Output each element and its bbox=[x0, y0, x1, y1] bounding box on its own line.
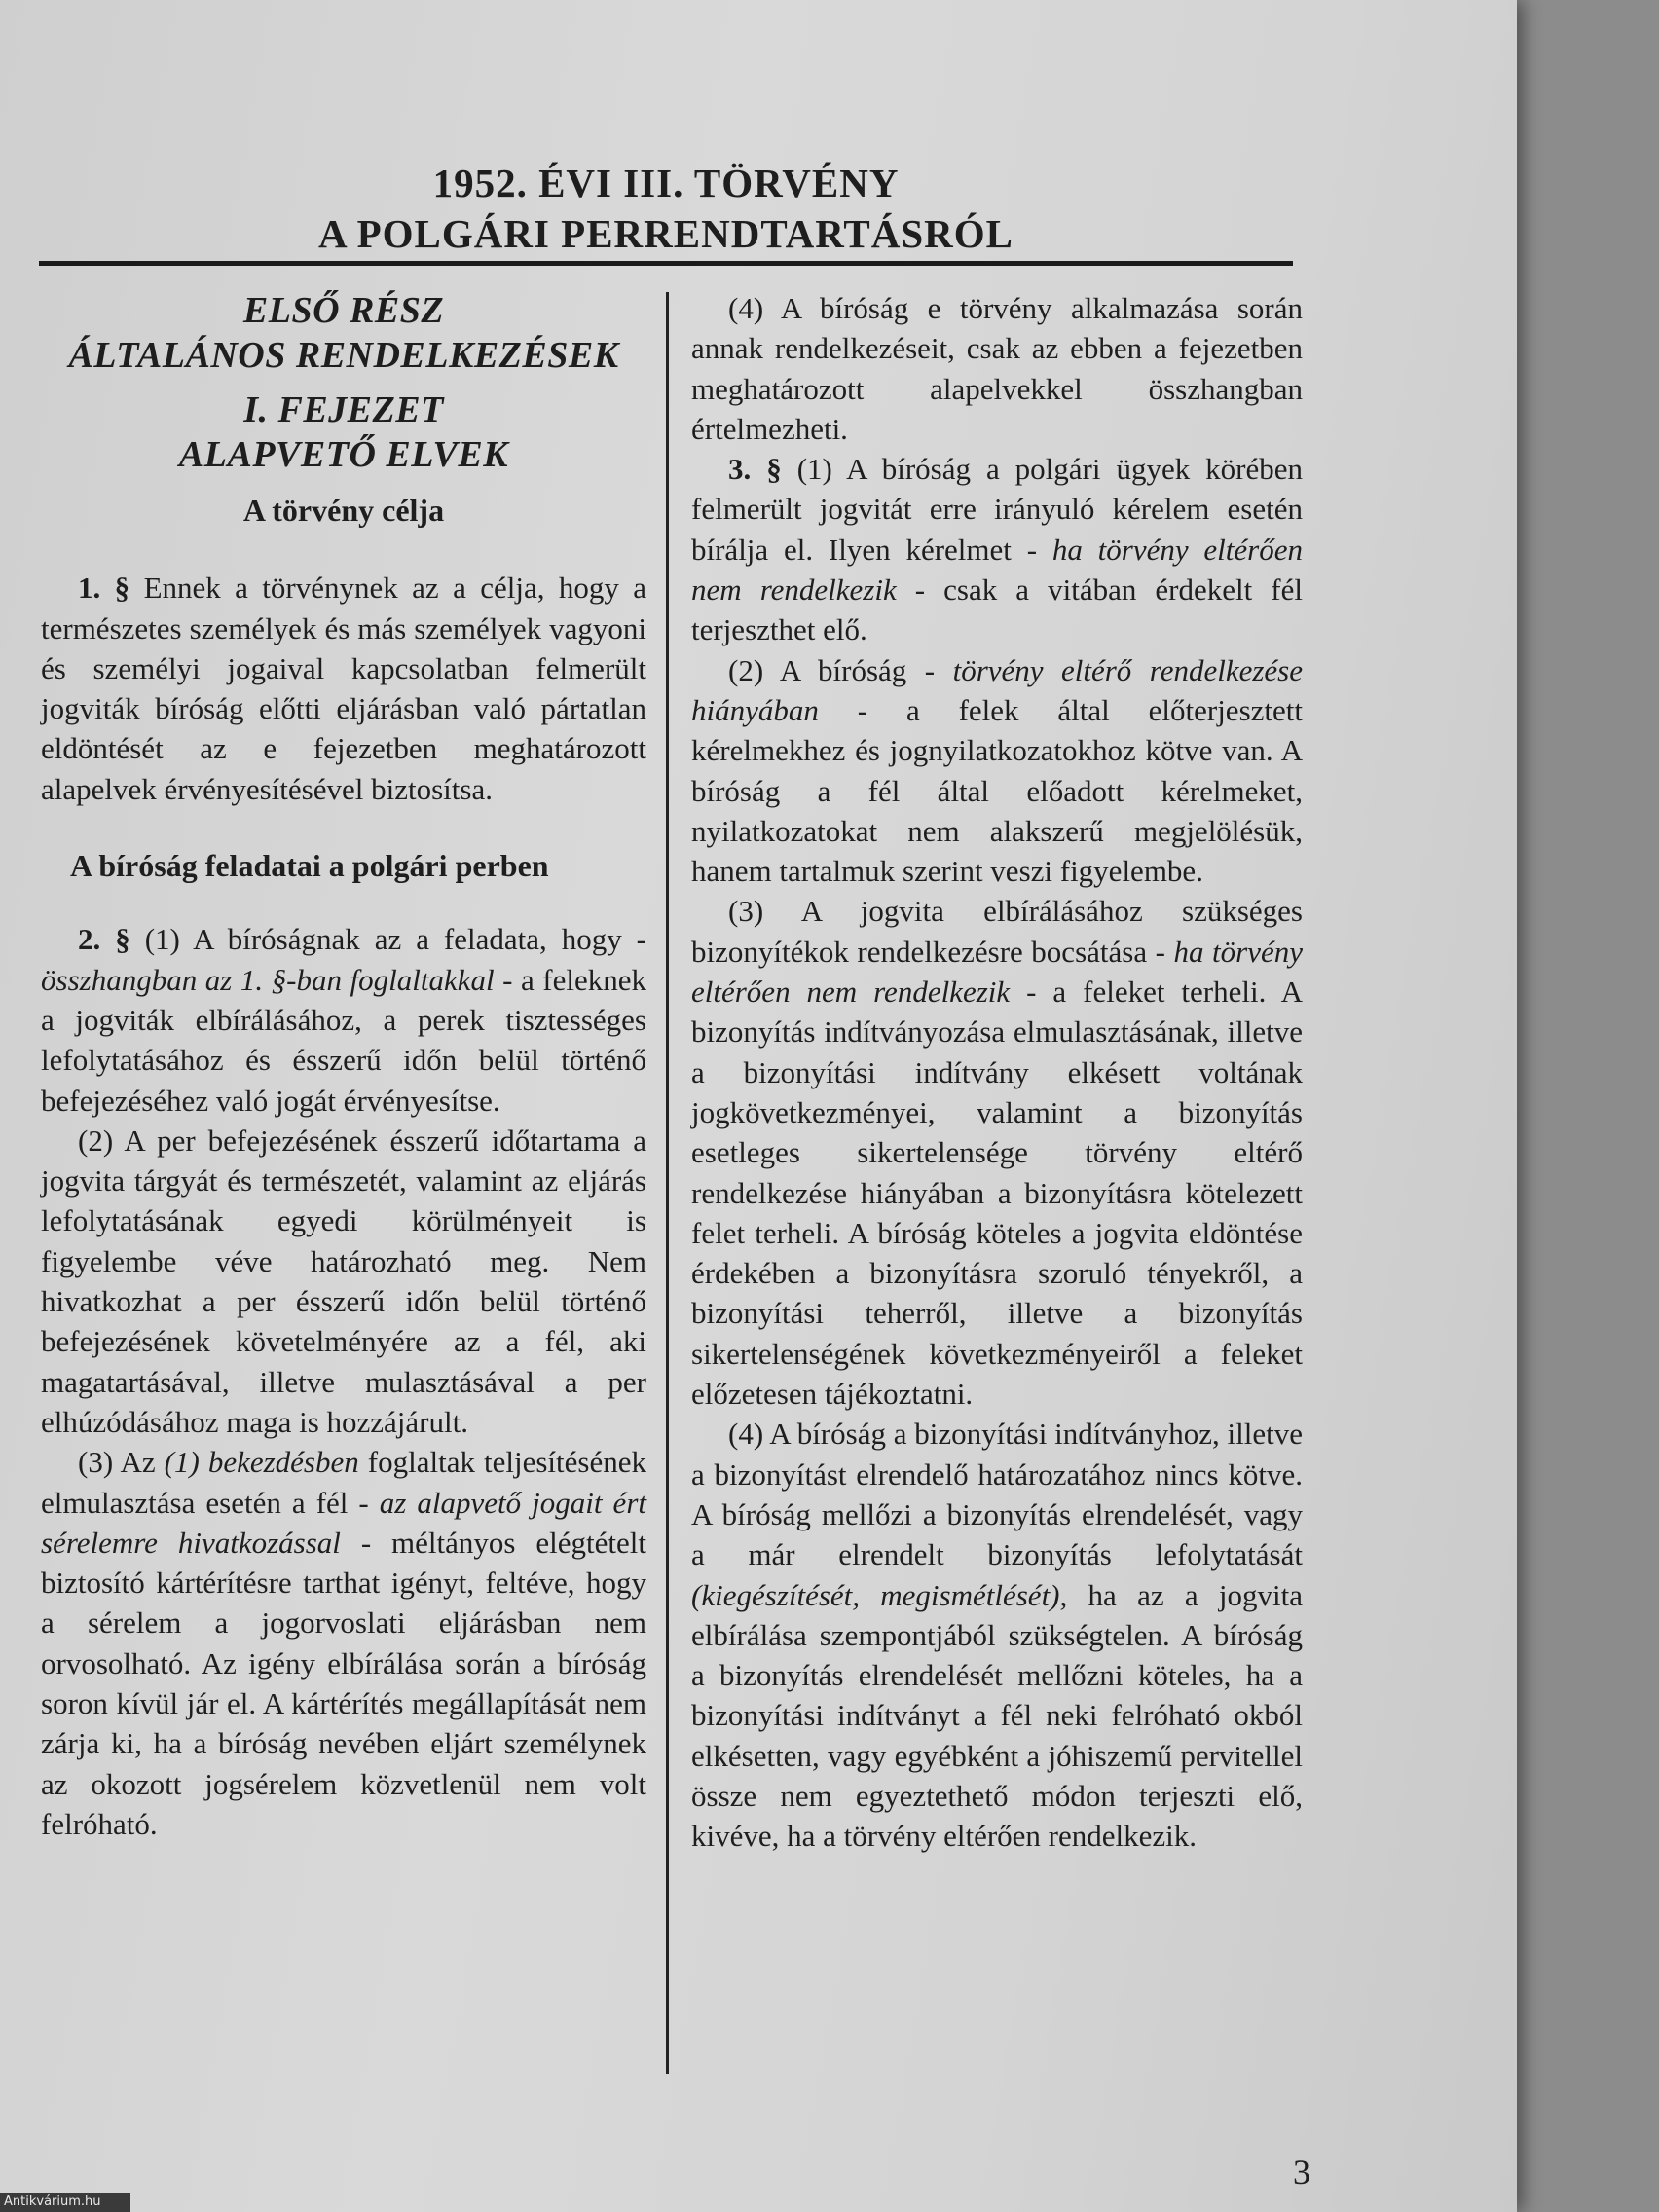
paragraph-3-2-text-b: - a felek által előterjesztett kérelmekhez és jognyilatkozatokhoz kötve van. A bíróság a fél által előadott kérelmeket, nyilatkozatokat nem alakszerű megjelölésük, hanem tartalmuk szerint veszi figyelembe. bbox=[691, 692, 1303, 889]
paragraph-2-3-text-a: (3) Az bbox=[78, 1445, 165, 1480]
chapter-title-1: I. FEJEZET bbox=[243, 389, 444, 430]
paragraph-3-1 bbox=[691, 449, 1303, 649]
watermark: Antikvárium.hu bbox=[0, 2193, 130, 2212]
paragraph-3-2 bbox=[691, 650, 1303, 892]
part-title-1: ELSŐ RÉSZ bbox=[242, 290, 445, 331]
paragraph-2-number: 2. § bbox=[78, 922, 130, 957]
paragraph-2-3-italic-1: (1) bekezdésben bbox=[164, 1445, 359, 1480]
law-title-line-2: A POLGÁRI PERRENDTARTÁSRÓL bbox=[317, 211, 1014, 256]
paragraph-2-3-text-b: foglaltak teljesítésének elmulasztása esetén a fél - bbox=[41, 1445, 646, 1520]
paragraph-1-text: Ennek a törvénynek az a célja, hogy a természetes személyek és más személyek vagyoni és személyi jogaival kapcsolatban felmerült jogviták bíróság előtti eljárásban való pártatlan eldöntését az e fejezetben meghatározott alapelvek érvényesítésével biztosítsa. bbox=[41, 571, 647, 806]
paragraph-3-3-text-a: (3) A jogvita elbírálásához szükséges bizonyítékok rendelkezésre bocsátása - bbox=[691, 894, 1303, 969]
column-divider bbox=[666, 292, 669, 2074]
paragraph-1-number: 1. § bbox=[78, 571, 130, 606]
paragraph-3-4-italic: (kiegészítését, megismétlését) bbox=[691, 1577, 1060, 1612]
paragraph-3-number: 3. § bbox=[728, 452, 782, 487]
right-column bbox=[691, 288, 1303, 1857]
part-title-2: ÁLTALÁNOS RENDELKEZÉSEK bbox=[68, 335, 619, 376]
paragraph-2-1-text-b: - a feleknek a jogviták elbírálásához, a perek tisztességes lefolytatásához és ésszerű időn belül történő befejezéséhez való jogát érvényesítse. bbox=[41, 962, 646, 1118]
paragraph-3-2-italic: törvény eltérő rendelkezése hiányában bbox=[691, 652, 1303, 727]
paragraph-2-1 bbox=[41, 919, 646, 1120]
section-title-purpose: A törvény célja bbox=[242, 493, 445, 528]
left-column bbox=[41, 288, 646, 1844]
paragraph-2-3-text-c: - méltányos elégtételt biztosító kártérítésre tarthat igényt, feltéve, hogy a sérelem a jogorvoslati eljárásban nem orvosolható. Az igény elbírálása során a bíróság soron kívül jár el. A kártérítés megállapítását nem zárja ki, ha a bíróság nevében eljárt személynek az okozott jogsérelem közvetlenül nem volt felróható. bbox=[41, 1525, 646, 1841]
section-title-court-tasks: A bíróság feladatai a polgári perben bbox=[70, 848, 549, 884]
paragraph-2-3-italic-2: az alapvető jogait ért sérelemre hivatkozással bbox=[41, 1485, 646, 1560]
document-header bbox=[39, 158, 1293, 259]
paragraph-2-1-text-a: (1) A bíróságnak az a feladata, hogy - bbox=[144, 922, 647, 957]
paragraph-3-4-text-a: (4) A bíróság a bizonyítási indítványhoz, illetve a bizonyítást elrendelő határozatához nincs kötve. A bíróság mellőzi a bizonyítás elrendelését, vagy a már elrendelt bizonyítás lefolytatását bbox=[691, 1417, 1303, 1572]
paragraph-3-3-italic: ha törvény eltérően nem rendelkezik bbox=[691, 934, 1303, 1010]
page-number: 3 bbox=[1293, 2153, 1310, 2192]
paragraph-3-3 bbox=[691, 891, 1303, 1414]
paragraph-2-2: (2) A per befejezésének ésszerű időtartama a jogvita tárgyát és természetét, valamint az eljárás lefolytatásának egyedi körülményeit is figyelembe véve határozható meg. Nem hivatkozhat a per ésszerű időn belül történő befejezésének követelményére az a fél, aki magatartásával, illetve mulasztásával a per elhúzódásához maga is hozzájárult. bbox=[41, 1123, 646, 1439]
paragraph-3-4-text-b: , ha az a jogvita elbírálása szempontjából szükségtelen. A bíróság a bizonyítás elrendelését mellőzni köteles, ha a bizonyítási indítványt a fél neki felróható okból elkésetten, vagy egyébként a jóhiszemű pervitellel össze nem egyeztethető módon terjeszti elő, kivéve, ha a törvény eltérően rendelkezik. bbox=[691, 1577, 1304, 1854]
paragraph-3-3-text-b: - a feleket terheli. A bizonyítás indítványozása elmulasztásának, illetve a bizonyítási indítvány elkésett voltának jogkövetkezményei, valamint a bizonyítás esetleges sikertelensége törvény eltérő rendelkezése hiányában a bizonyításra kötelezett felet terheli. A bíróság köteles a jogvita eldöntése érdekében a bizonyításra szoruló tényekről, a bizonyítási teherről, illetve a bizonyítás sikertelenségének következményeiről a feleket előzetesen tájékoztatni. bbox=[691, 975, 1303, 1412]
paragraph-2-4: (4) A bíróság e törvény alkalmazása során annak rendelkezéseit, csak az ebben a fejezetben meghatározott alapelvekkel összhangban értelmezheti. bbox=[691, 291, 1303, 446]
paragraph-3-4 bbox=[691, 1414, 1303, 1856]
law-title-line-1: 1952. ÉVI III. TÖRVÉNY bbox=[432, 161, 900, 205]
paragraph-1 bbox=[41, 568, 646, 809]
header-rule bbox=[39, 261, 1293, 266]
paragraph-3-2-text-a: (2) A bíróság - bbox=[728, 652, 953, 687]
paragraph-2-3 bbox=[41, 1442, 646, 1844]
chapter-title-2: ALAPVETŐ ELVEK bbox=[178, 434, 509, 475]
paragraph-3-1-text-b: - csak a vitában érdekelt fél terjeszthet elő. bbox=[691, 572, 1303, 647]
paragraph-2-1-italic: összhangban az 1. §-ban foglaltakkal bbox=[41, 962, 495, 997]
paragraph-3-1-text-a: (1) A bíróság a polgári ügyek körében felmerült jogvitát erre irányuló kérelem esetén bírálja el. Ilyen kérelmet - bbox=[691, 452, 1304, 567]
paragraph-3-1-italic: ha törvény eltérően nem rendelkezik bbox=[691, 532, 1303, 608]
